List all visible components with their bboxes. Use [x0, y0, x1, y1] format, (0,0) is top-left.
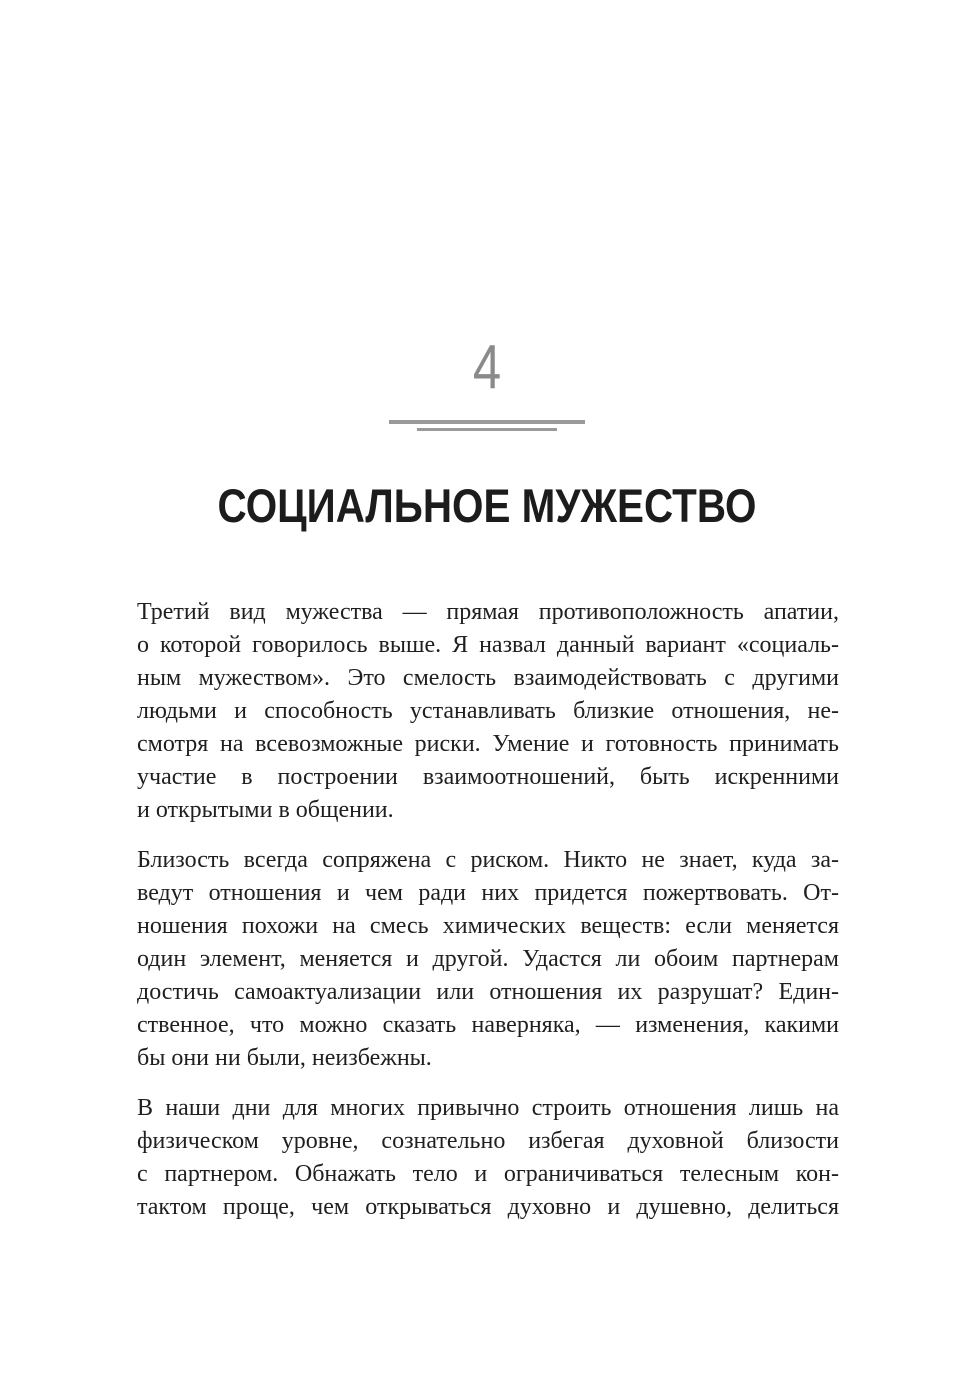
text-line: В наши дни для многих привычно строить отношения лишь на	[137, 1095, 839, 1121]
text-line: Третий вид мужества — прямая противоположность апатии,	[137, 599, 839, 625]
text-line: достичь самоактуализации или отношения их разрушат? Един-	[137, 979, 839, 1005]
text-line: Близость всегда сопряжена с риском. Никто не знает, куда за-	[137, 847, 839, 873]
chapter-divider-top	[389, 420, 585, 424]
paragraph-1	[137, 596, 839, 827]
paragraph-2	[137, 844, 839, 1075]
text-line: ственное, что можно сказать наверняка, — изменения, какими	[137, 1012, 839, 1038]
chapter-number: 4	[472, 333, 502, 402]
text-line: тактом проще, чем открываться духовно и душевно, делиться	[137, 1194, 839, 1220]
text-line: с партнером. Обнажать тело и ограничиваться телесным кон-	[137, 1161, 839, 1187]
text-line: физическом уровне, сознательно избегая духовной близости	[137, 1128, 839, 1154]
chapter-title: СОЦИАЛЬНОЕ МУЖЕСТВО	[217, 479, 757, 532]
text-line: один элемент, меняется и другой. Удастся ли обоим партнерам	[137, 946, 839, 972]
text-line: участие в построении взаимоотношений, быть искренними	[137, 764, 839, 790]
body-text	[137, 596, 839, 1241]
chapter-divider-bottom	[417, 428, 557, 431]
text-line: смотря на всевозможные риски. Умение и готовность принимать	[137, 731, 839, 757]
text-line: и открытыми в общении.	[137, 797, 394, 823]
text-line: ношения похожи на смесь химических веществ: если меняется	[137, 913, 839, 939]
text-line: бы они ни были, неизбежны.	[137, 1045, 432, 1071]
text-line: людьми и способность устанавливать близкие отношения, не-	[137, 698, 839, 724]
text-line: о которой говорилось выше. Я назвал данный вариант «социаль-	[137, 632, 839, 658]
paragraph-3	[137, 1092, 839, 1224]
text-line: ведут отношения и чем ради них придется пожертвовать. От-	[137, 880, 839, 906]
text-line: ным мужеством». Это смелость взаимодействовать с другими	[137, 665, 839, 691]
